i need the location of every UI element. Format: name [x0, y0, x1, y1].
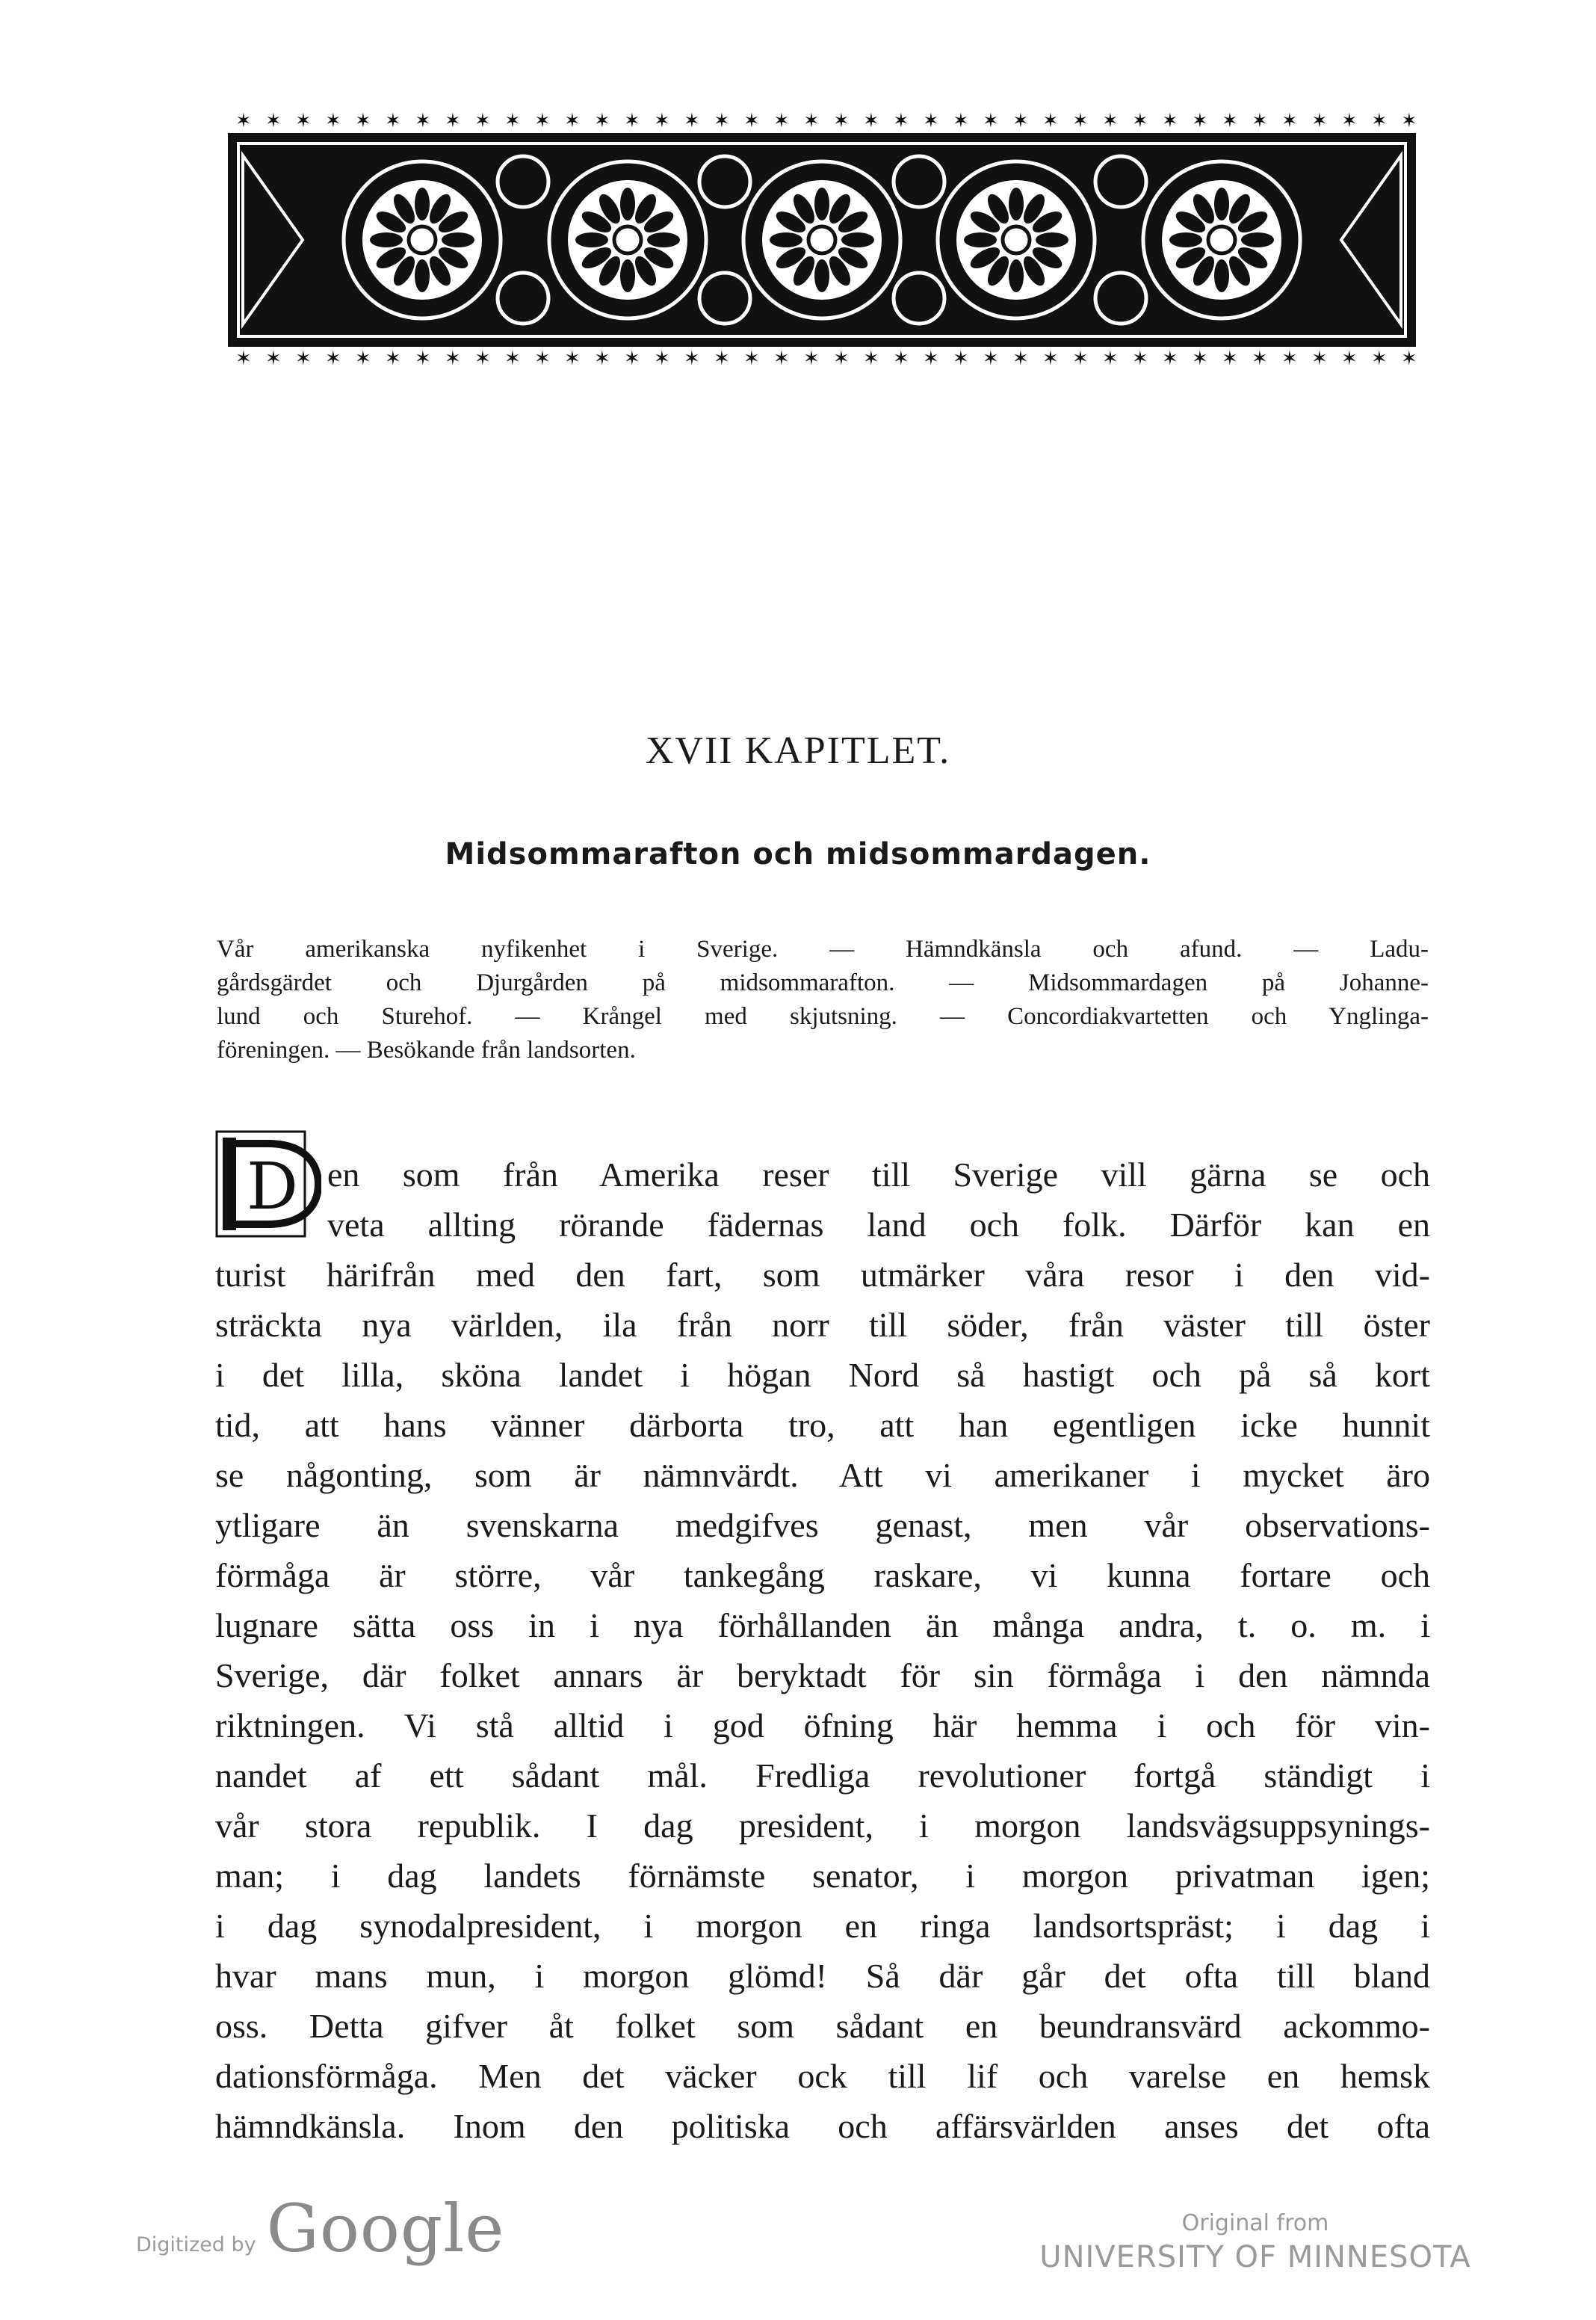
svg-text:✶: ✶ — [654, 348, 670, 369]
svg-text:✶: ✶ — [983, 348, 999, 369]
svg-text:✶: ✶ — [1012, 348, 1029, 369]
original-from-label: Original from — [1181, 2210, 1329, 2236]
digitized-by-watermark — [136, 2190, 504, 2265]
body-text — [215, 1150, 1430, 2151]
svg-text:✶: ✶ — [983, 111, 999, 132]
svg-text:✶: ✶ — [893, 348, 909, 369]
svg-text:✶: ✶ — [1341, 111, 1358, 132]
body-line: hämndkänsla. Inom den politiska och affärsvärlden anses det ofta — [215, 2107, 1430, 2145]
svg-text:✶: ✶ — [474, 111, 491, 132]
body-line: en som från Amerika reser till Sverige vill gärna se och — [327, 1156, 1430, 1194]
svg-text:✶: ✶ — [1072, 111, 1089, 132]
svg-text:✶: ✶ — [474, 348, 491, 369]
svg-text:✶: ✶ — [594, 111, 610, 132]
svg-text:✶: ✶ — [1012, 111, 1029, 132]
body-line: dationsförmåga. Men det väcker ock till lif och varelse en hemsk — [215, 2057, 1430, 2095]
svg-text:✶: ✶ — [1132, 348, 1148, 369]
svg-text:✶: ✶ — [385, 111, 401, 132]
svg-text:✶: ✶ — [743, 111, 760, 132]
svg-text:✶: ✶ — [385, 348, 401, 369]
svg-text:✶: ✶ — [953, 348, 969, 369]
svg-text:✶: ✶ — [1281, 348, 1298, 369]
svg-text:✶: ✶ — [1102, 348, 1119, 369]
svg-text:✶: ✶ — [743, 348, 760, 369]
svg-text:✶: ✶ — [803, 348, 820, 369]
body-line: riktningen. Vi stå alltid i god öfning här hemma i och för vin- — [215, 1706, 1430, 1744]
svg-text:✶: ✶ — [1192, 111, 1208, 132]
svg-text:✶: ✶ — [1252, 111, 1268, 132]
svg-text:✶: ✶ — [1401, 348, 1417, 369]
svg-text:✶: ✶ — [684, 348, 700, 369]
svg-text:✶: ✶ — [1162, 111, 1178, 132]
chapter-title: Midsommarafton och midsommardagen. — [445, 837, 1151, 871]
svg-text:✶: ✶ — [415, 348, 431, 369]
svg-text:✶: ✶ — [355, 111, 371, 132]
svg-text:✶: ✶ — [1281, 111, 1298, 132]
svg-text:✶: ✶ — [1222, 111, 1238, 132]
svg-text:✶: ✶ — [1222, 348, 1238, 369]
svg-text:✶: ✶ — [415, 111, 431, 132]
svg-text:✶: ✶ — [1371, 111, 1388, 132]
summary-line: föreningen. — Besökande från landsorten. — [217, 1037, 636, 1064]
svg-text:✶: ✶ — [504, 348, 521, 369]
svg-text:✶: ✶ — [1192, 348, 1208, 369]
chapter-summary — [217, 933, 1429, 1067]
svg-text:✶: ✶ — [1371, 348, 1388, 369]
body-line: Sverige, där folket annars är beryktadt för sin förmåga i den nämnda — [215, 1656, 1430, 1694]
svg-text:✶: ✶ — [624, 348, 640, 369]
svg-text:✶: ✶ — [1311, 348, 1328, 369]
svg-text:✶: ✶ — [504, 111, 521, 132]
svg-text:✶: ✶ — [325, 348, 341, 369]
svg-text:✶: ✶ — [714, 111, 730, 132]
svg-text:✶: ✶ — [1042, 348, 1059, 369]
ornamental-header-banner — [213, 111, 1431, 369]
svg-text:✶: ✶ — [1311, 111, 1328, 132]
body-line: veta allting rörande fädernas land och folk. Därför kan en — [327, 1206, 1430, 1244]
svg-text:✶: ✶ — [564, 111, 581, 132]
body-line: turist härifrån med den fart, som utmärker våra resor i den vid- — [215, 1256, 1430, 1294]
svg-text:✶: ✶ — [445, 348, 461, 369]
svg-text:✶: ✶ — [624, 111, 640, 132]
svg-text:✶: ✶ — [235, 111, 252, 132]
digitized-by-label: Digitized by — [136, 2233, 256, 2256]
body-line: hvar mans mun, i morgon glömd! Så där går det ofta till bland — [215, 1957, 1430, 1995]
svg-text:✶: ✶ — [863, 111, 879, 132]
svg-text:✶: ✶ — [534, 348, 551, 369]
svg-text:✶: ✶ — [714, 348, 730, 369]
original-from-watermark — [1031, 2209, 1479, 2276]
svg-text:✶: ✶ — [594, 348, 610, 369]
svg-text:✶: ✶ — [1102, 111, 1119, 132]
google-logo: Google — [266, 2190, 505, 2267]
svg-text:✶: ✶ — [1252, 348, 1268, 369]
svg-text:✶: ✶ — [445, 111, 461, 132]
svg-text:✶: ✶ — [833, 348, 850, 369]
svg-text:✶: ✶ — [863, 348, 879, 369]
body-line: tid, att hans vänner därborta tro, att han egentligen icke hunnit — [215, 1406, 1430, 1444]
drop-cap-letter: D — [247, 1150, 298, 1224]
summary-line: lund och Sturehof. — Krångel med skjutsning. — Concordiakvartetten och Ynglinga- — [217, 1003, 1429, 1030]
body-line: lugnare sätta oss in i nya förhållanden än många andra, t. o. m. i — [215, 1606, 1430, 1644]
body-line: i det lilla, sköna landet i högan Nord så hastigt och på så kort — [215, 1356, 1430, 1394]
svg-text:✶: ✶ — [654, 111, 670, 132]
body-line: ytligare än svenskarna medgifves genast, men vår observations- — [215, 1506, 1430, 1544]
svg-text:✶: ✶ — [923, 111, 939, 132]
svg-text:✶: ✶ — [1072, 348, 1089, 369]
body-line: sträckta nya världen, ila från norr till söder, från väster till öster — [215, 1306, 1430, 1344]
svg-text:✶: ✶ — [325, 111, 341, 132]
svg-text:✶: ✶ — [1341, 348, 1358, 369]
svg-text:✶: ✶ — [1042, 111, 1059, 132]
svg-text:✶: ✶ — [235, 348, 252, 369]
svg-text:✶: ✶ — [893, 111, 909, 132]
svg-text:✶: ✶ — [295, 111, 312, 132]
svg-text:✶: ✶ — [1401, 111, 1417, 132]
svg-text:✶: ✶ — [564, 348, 581, 369]
svg-text:✶: ✶ — [355, 348, 371, 369]
svg-text:✶: ✶ — [1132, 111, 1148, 132]
svg-text:✶: ✶ — [684, 111, 700, 132]
svg-text:✶: ✶ — [295, 348, 312, 369]
summary-line: gårdsgärdet och Djurgården på midsommarafton. — Midsommardagen på Johanne- — [217, 969, 1429, 996]
svg-text:✶: ✶ — [773, 111, 790, 132]
svg-text:✶: ✶ — [534, 111, 551, 132]
body-line: man; i dag landets förnämste senator, i morgon privatman igen; — [215, 1857, 1430, 1895]
chapter-heading: XVII KAPITLET. — [645, 729, 951, 772]
body-line: förmåga är större, vår tankegång raskare, vi kunna fortare och — [215, 1556, 1430, 1594]
svg-text:✶: ✶ — [923, 348, 939, 369]
summary-line: Vår amerikanska nyfikenhet i Sverige. — Hämndkänsla och afund. — Ladu- — [217, 936, 1429, 963]
svg-text:✶: ✶ — [265, 348, 282, 369]
body-line: nandet af ett sådant mål. Fredliga revolutioner fortgå ständigt i — [215, 1756, 1430, 1795]
ornament-illustration — [213, 111, 1431, 369]
body-line: i dag synodalpresident, i morgon en ringa landsortspräst; i dag i — [215, 1907, 1430, 1945]
svg-text:✶: ✶ — [803, 111, 820, 132]
body-line: vår stora republik. I dag president, i morgon landsvägsuppsynings- — [215, 1807, 1430, 1845]
body-line: oss. Detta gifver åt folket som sådant en beundransvärd ackommo- — [215, 2007, 1430, 2045]
svg-text:✶: ✶ — [773, 348, 790, 369]
university-label: UNIVERSITY OF MINNESOTA — [1039, 2240, 1471, 2274]
svg-text:✶: ✶ — [953, 111, 969, 132]
svg-text:✶: ✶ — [833, 111, 850, 132]
svg-text:✶: ✶ — [1162, 348, 1178, 369]
svg-text:✶: ✶ — [265, 111, 282, 132]
body-line: se någonting, som är nämnvärdt. Att vi amerikaner i mycket äro — [215, 1456, 1430, 1494]
